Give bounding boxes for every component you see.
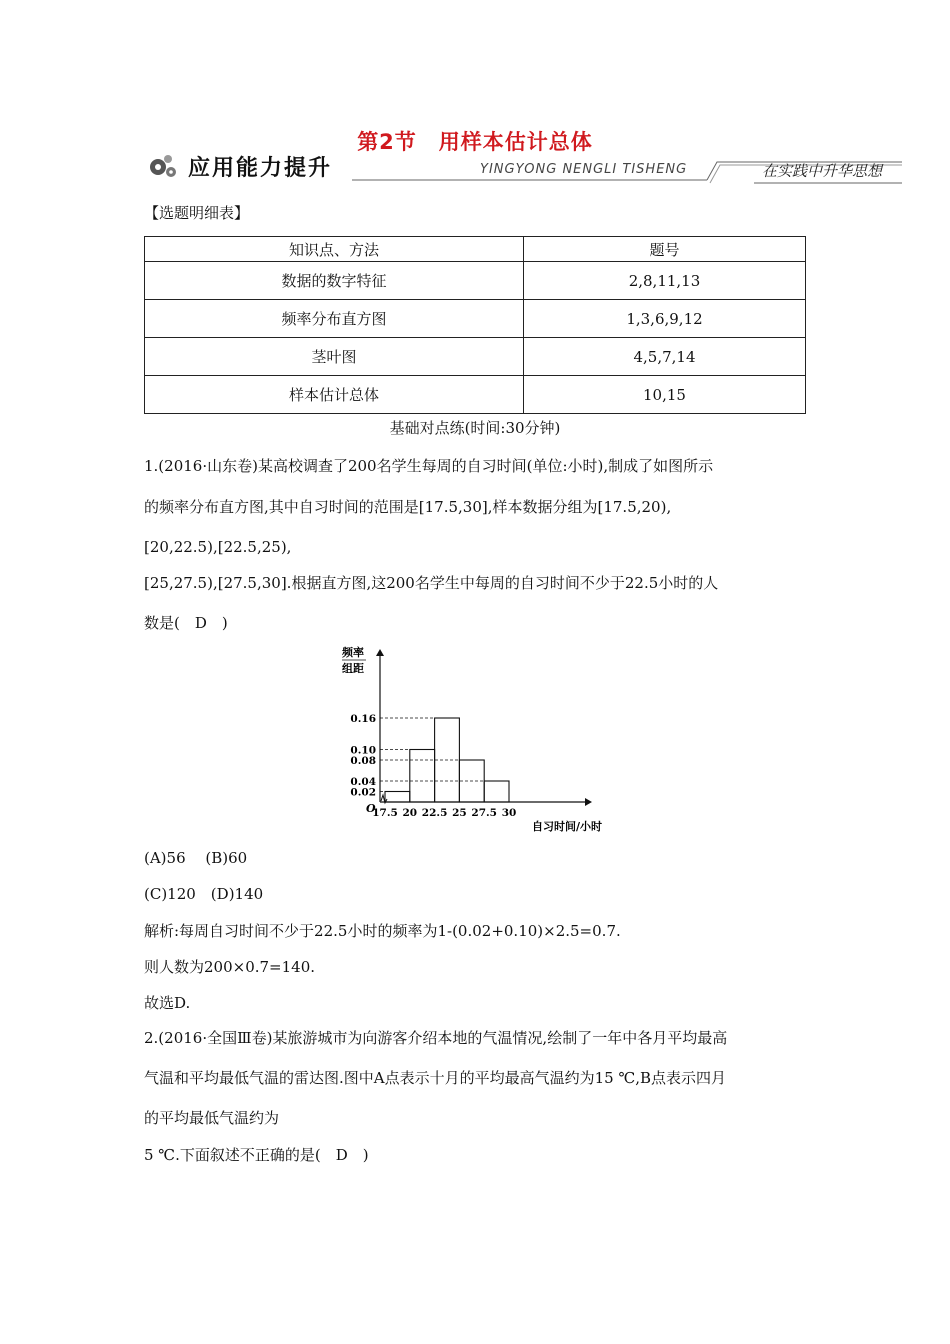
- question-text-line: 2.(2016·全国Ⅲ卷)某旅游城市为向游客介绍本地的气温情况,绘制了一年中各月平均最高: [144, 1029, 728, 1047]
- histogram-chart: [340, 644, 620, 834]
- y-tick-label: 0.16: [350, 713, 376, 725]
- histogram-bar: [385, 792, 410, 803]
- table-cell: 频率分布直方图: [145, 300, 524, 338]
- x-tick-label: 20: [402, 807, 418, 819]
- question-text-line: [20,22.5),[22.5,25),: [144, 538, 292, 556]
- topic-table: [144, 236, 806, 414]
- x-tick-label: 30: [501, 807, 517, 819]
- question-text-line: [25,27.5),[27.5,30].根据直方图,这200名学生中每周的自习时间不少于22.5小时的人: [144, 574, 719, 592]
- x-axis-arrow: [585, 798, 592, 806]
- table-header: 题号: [524, 237, 806, 262]
- y-axis-label: 组距: [342, 662, 364, 675]
- y-axis-label: 频率: [342, 646, 364, 659]
- x-axis-label: 自习时间/小时: [532, 820, 603, 833]
- table-cell: 茎叶图: [145, 338, 524, 376]
- x-tick-label: 22.5: [421, 807, 448, 819]
- question-text-line: 的平均最低气温约为: [144, 1109, 280, 1127]
- exercise-subtitle: 基础对点练(时间:30分钟): [389, 419, 561, 437]
- solution-line: 故选D.: [144, 994, 191, 1012]
- table-cell: 2,8,11,13: [524, 262, 806, 300]
- table-cell: 数据的数字特征: [145, 262, 524, 300]
- question-text-line: 数是( D ): [144, 614, 228, 632]
- table-cell: 10,15: [524, 376, 806, 414]
- banner-label: 应用能力提升: [188, 156, 333, 181]
- table-cell: 1,3,6,9,12: [524, 300, 806, 338]
- answer-options: (A)56 (B)60: [144, 849, 248, 867]
- histogram-bar: [484, 781, 509, 802]
- x-tick-label: 25: [452, 807, 467, 819]
- question-text-line: 5 ℃.下面叙述不正确的是( D ): [144, 1146, 369, 1164]
- table-row: [145, 262, 806, 300]
- gear-icon: [150, 155, 176, 177]
- y-tick-label: 0.04: [350, 776, 376, 788]
- y-axis-arrow: [376, 649, 384, 656]
- table-header: 知识点、方法: [145, 237, 524, 262]
- answer-options: (C)120 (D)140: [144, 885, 264, 903]
- solution-line: 则人数为200×0.7=140.: [144, 958, 316, 976]
- y-tick-label: 0.10: [350, 744, 376, 757]
- x-tick-label: 17.5: [372, 807, 398, 819]
- table-row: [145, 376, 806, 414]
- origin-label: O: [366, 802, 376, 815]
- question-text-line: 1.(2016·山东卷)某高校调查了200名学生每周的自习时间(单位:小时),制成了如图所示: [144, 457, 714, 475]
- question-text-line: 的频率分布直方图,其中自习时间的范围是[17.5,30],样本数据分组为[17.5,20),: [144, 498, 672, 516]
- histogram-bar: [410, 750, 435, 803]
- banner-pinyin: YINGYONG NENGLI TISHENG: [480, 162, 688, 177]
- section-title: 第2节 用样本估计总体: [357, 130, 593, 154]
- table-cell: 样本估计总体: [145, 376, 524, 414]
- table-row: [145, 338, 806, 376]
- x-tick-label: 27.5: [471, 807, 497, 819]
- banner-tagline: 在实践中升华思想: [762, 162, 883, 180]
- y-tick-label: 0.08: [350, 755, 376, 767]
- solution-line: 解析:每周自习时间不少于22.5小时的频率为1-(0.02+0.10)×2.5=0.7.: [144, 922, 621, 940]
- table-caption: 【选题明细表】: [144, 204, 250, 222]
- y-tick-label: 0.02: [350, 786, 376, 799]
- table-row: [145, 300, 806, 338]
- table-cell: 4,5,7,14: [524, 338, 806, 376]
- table-header-row: [145, 237, 806, 262]
- question-text-line: 气温和平均最低气温的雷达图.图中A点表示十月的平均最高气温约为15 ℃,B点表示四月: [144, 1069, 727, 1087]
